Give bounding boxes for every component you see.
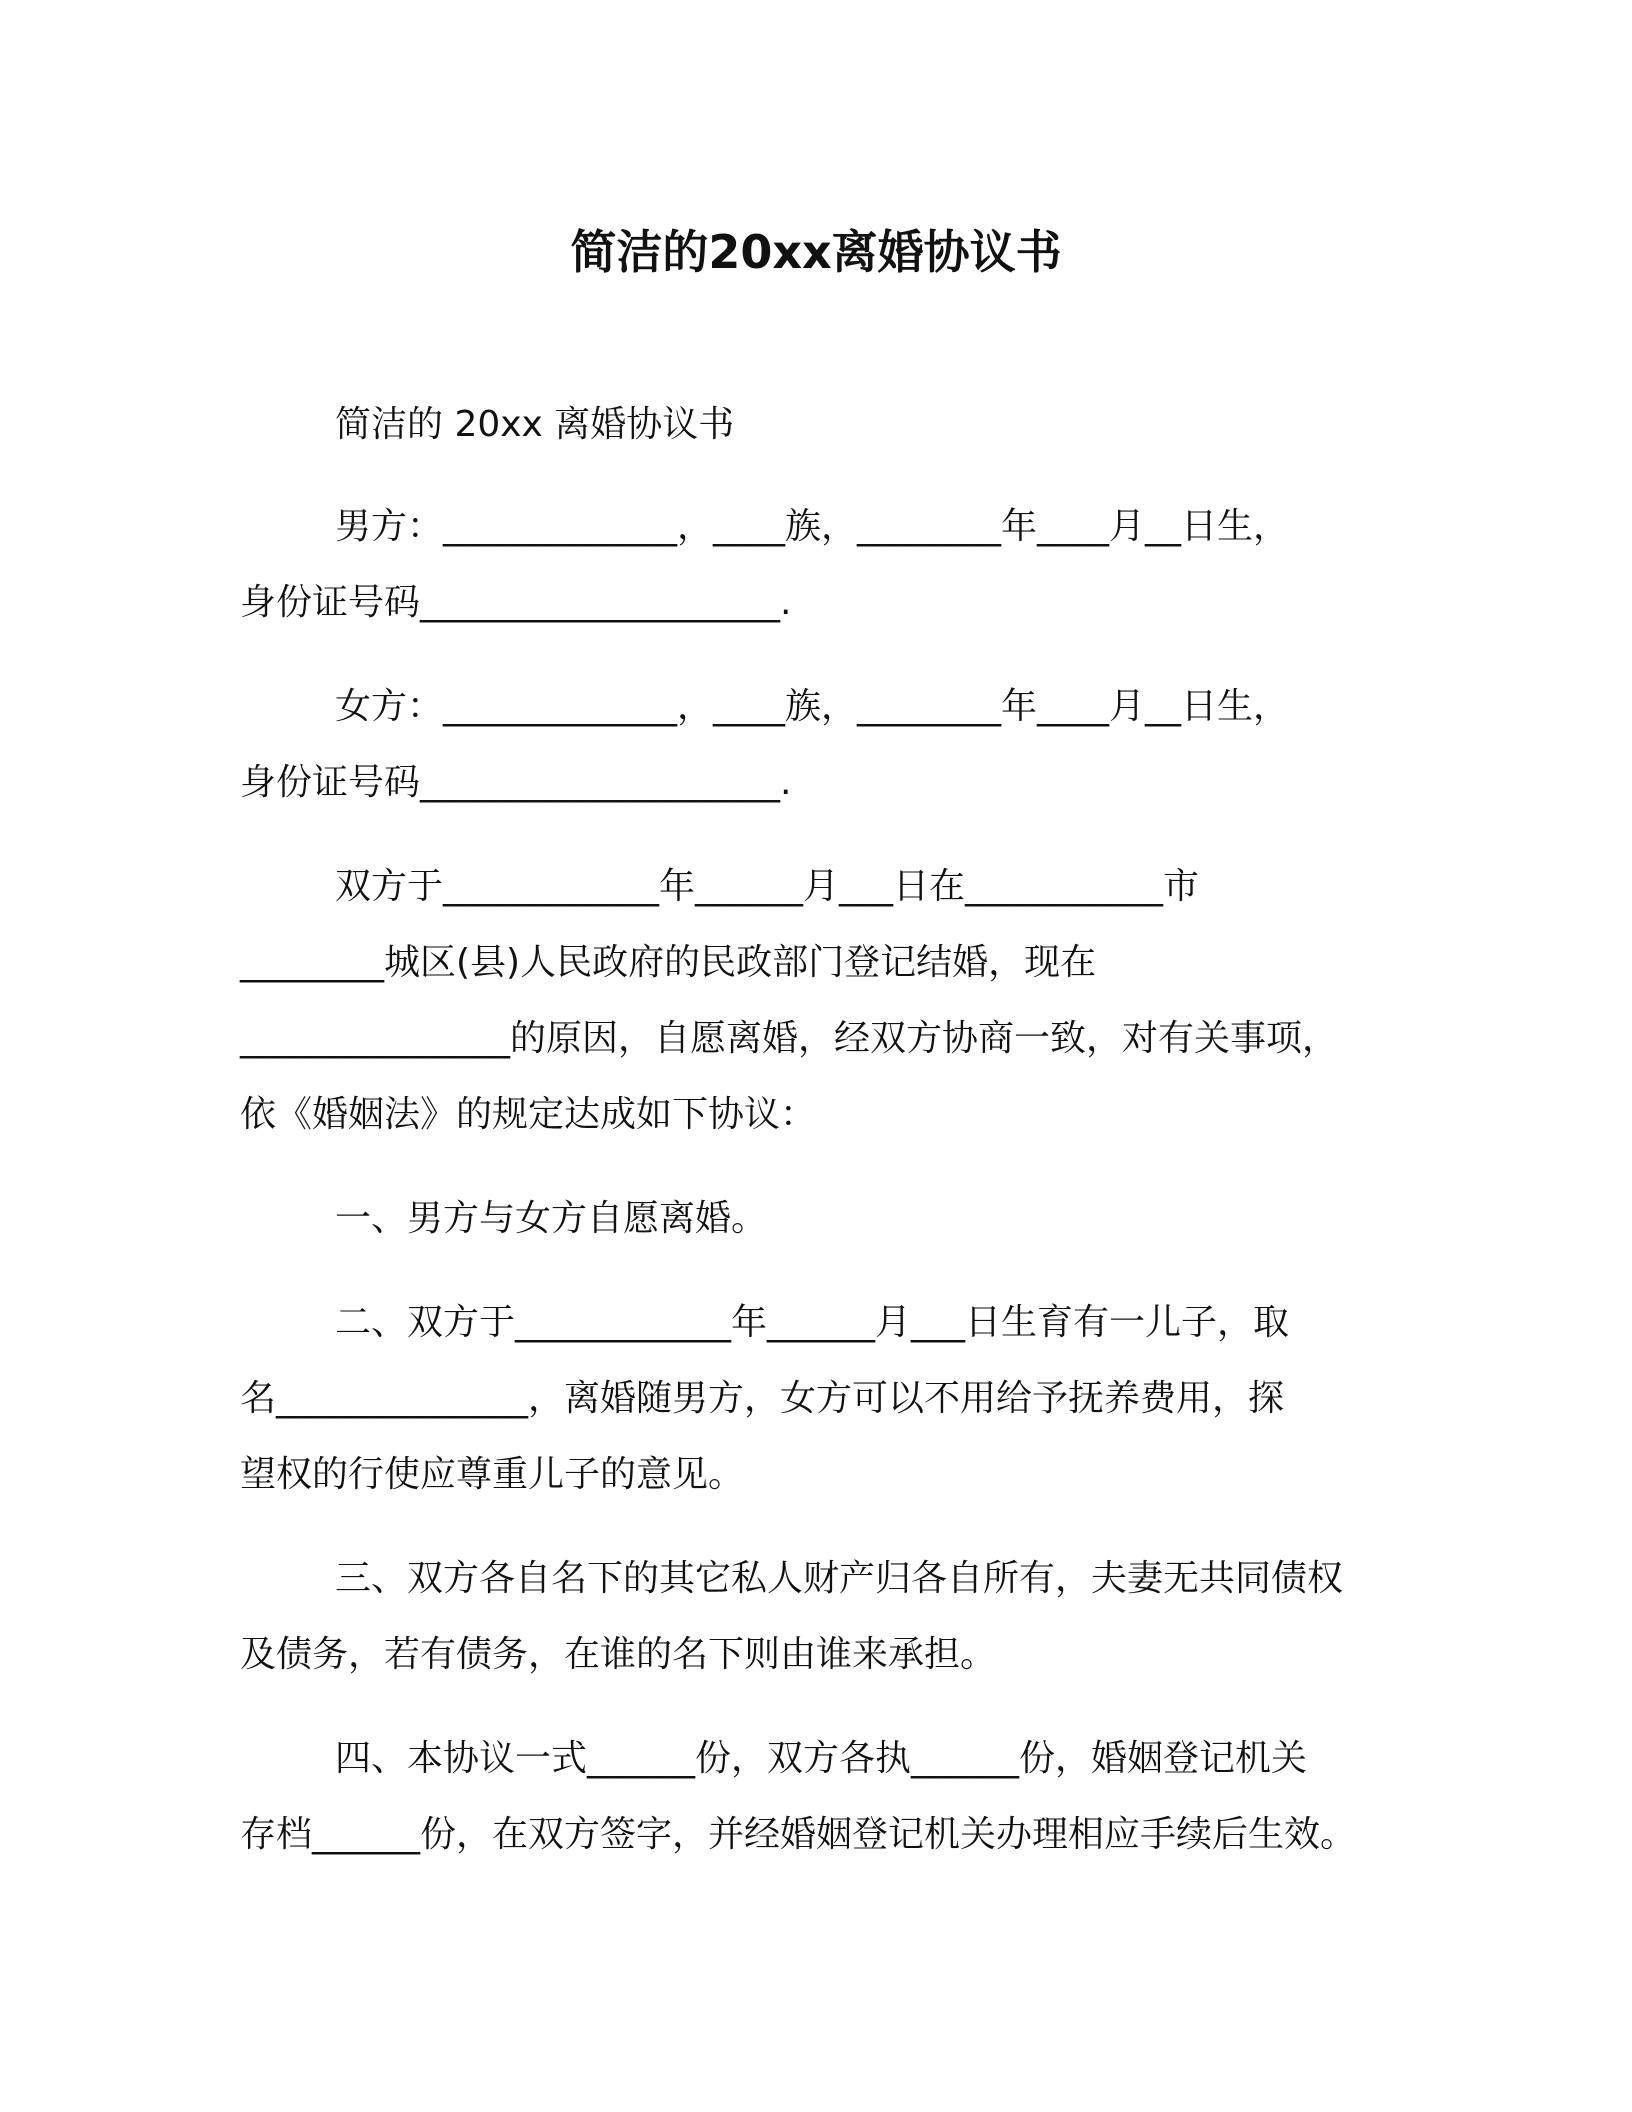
wife-id-line: 身份证号码____________________. xyxy=(240,762,792,803)
husband-id-line: 身份证号码____________________. xyxy=(240,582,792,623)
marriage-registry-line: ________城区(县)人民政府的民政部门登记结婚，现在 xyxy=(240,942,1097,983)
subtitle-line: 简洁的 20xx 离婚协议书 xyxy=(335,404,735,445)
wife-info-line: 女方：_____________，____族，________年____月__日生， xyxy=(335,686,1290,727)
clause-one-line: 一、男方与女方自愿离婚。 xyxy=(335,1198,768,1239)
agreement-basis-line: 依《婚姻法》的规定达成如下协议： xyxy=(240,1094,817,1135)
clause-three-line-1: 三、双方各自名下的其它私人财产归各自所有，夫妻无共同债权 xyxy=(335,1558,1344,1599)
clause-two-line-1: 二、双方于____________年______月___日生育有一儿子，取 xyxy=(335,1302,1290,1343)
husband-info-line: 男方：_____________，____族，________年____月__日生， xyxy=(335,506,1290,547)
clause-two-line-3: 望权的行使应尊重儿子的意见。 xyxy=(240,1454,745,1495)
clause-four-line-2: 存档______份，在双方签字，并经婚姻登记机关办理相应手续后生效。 xyxy=(240,1814,1357,1855)
clause-two-line-2: 名______________，离婚随男方，女方可以不用给予抚养费用，探 xyxy=(240,1378,1285,1419)
divorce-reason-line: _______________的原因，自愿离婚，经双方协商一致，对有关事项， xyxy=(240,1018,1339,1059)
clause-four-line-1: 四、本协议一式______份，双方各执______份，婚姻登记机关 xyxy=(335,1738,1308,1779)
document-title: 简洁的20xx离婚协议书 xyxy=(570,225,1062,279)
marriage-date-line: 双方于____________年______月___日在___________市 xyxy=(335,866,1200,907)
clause-three-line-2: 及债务，若有债务，在谁的名下则由谁来承担。 xyxy=(240,1634,997,1675)
